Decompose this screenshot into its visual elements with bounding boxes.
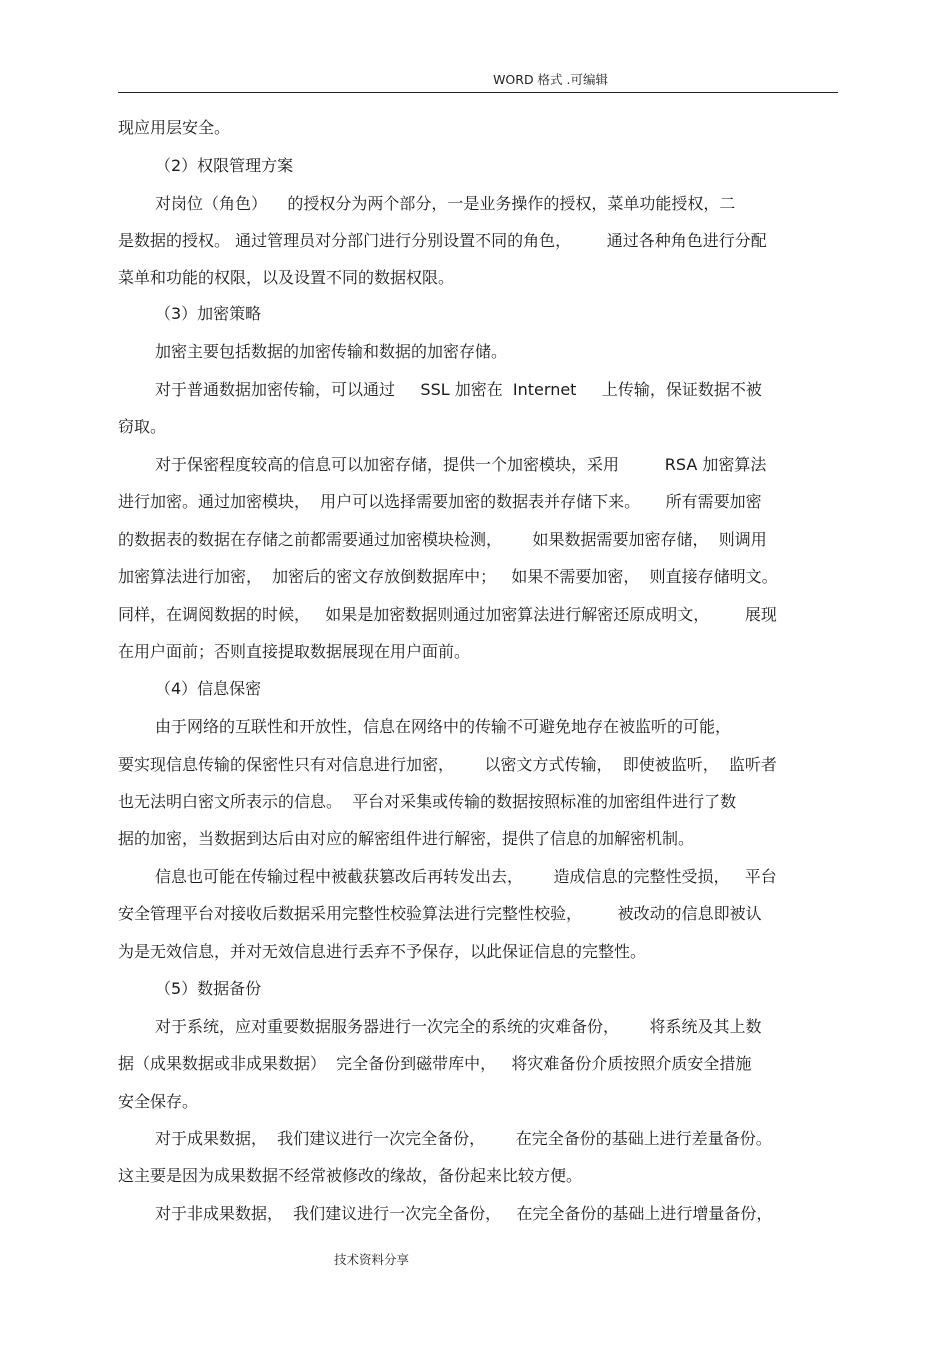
page-footer: 技术资料分享 <box>334 1252 410 1267</box>
paragraph-line: 对于保密程度较高的信息可以加密存储，提供一个加密模块，采用 RSA 加密算法 <box>155 455 767 474</box>
paragraph-line: 据的加密，当数据到达后由对应的解密组件进行解密，提供了信息的加解密机制。 <box>118 829 695 848</box>
paragraph-line: 对于系统，应对重要数据服务器进行一次完全的系统的灾难备份， 将系统及其上数 <box>155 1017 762 1036</box>
section-heading: （3）加密策略 <box>155 304 262 323</box>
paragraph-line: 的数据表的数据在存储之前都需要通过加密模块检测， 如果数据需要加密存储， 则调用 <box>118 530 767 549</box>
section-heading: （4）信息保密 <box>155 679 262 698</box>
paragraph-line: 加密算法进行加密， 加密后的密文存放倒数据库中； 如果不需要加密， 则直接存储明文。 <box>118 567 778 586</box>
paragraph-line: 对于普通数据加密传输，可以通过 SSL 加密在 Internet 上传输，保证数据不被 <box>155 380 762 399</box>
paragraph-line: 同样，在调阅数据的时候， 如果是加密数据则通过加密算法进行解密还原成明文， 展现 <box>118 605 777 624</box>
paragraph-line: 也无法明白密文所表示的信息。 平台对采集或传输的数据按照标准的加密组件进行了数 <box>118 792 737 811</box>
paragraph-line: 对岗位（角色） 的授权分为两个部分，一是业务操作的授权，菜单功能授权，二 <box>155 194 736 213</box>
paragraph-line: 对于非成果数据， 我们建议进行一次完全备份， 在完全备份的基础上进行增量备份， <box>155 1204 773 1223</box>
paragraph-line: 要实现信息传输的保密性只有对信息进行加密， 以密文方式传输， 即使被监听， 监听者 <box>118 755 777 774</box>
paragraph-line: 由于网络的互联性和开放性，信息在网络中的传输不可避免地存在被监听的可能， <box>155 717 732 736</box>
paragraph-line: 为是无效信息，并对无效信息进行丢弃不予保存，以此保证信息的完整性。 <box>118 942 647 961</box>
paragraph-line: 信息也可能在传输过程中被截获篡改后再转发出去， 造成信息的完整性受损， 平台 <box>155 867 777 886</box>
page-header <box>118 68 838 93</box>
paragraph-line: 对于成果数据， 我们建议进行一次完全备份， 在完全备份的基础上进行差量备份。 <box>155 1129 772 1148</box>
paragraph-line: 据（成果数据或非成果数据） 完全备份到磁带库中， 将灾难备份介质按照介质安全措施 <box>118 1054 752 1073</box>
paragraph-line: 加密主要包括数据的加密传输和数据的加密存储。 <box>155 342 508 361</box>
paragraph-line: 进行加密。通过加密模块， 用户可以选择需要加密的数据表并存储下来。 所有需要加密 <box>118 492 762 511</box>
paragraph-line: 是数据的授权。 通过管理员对分部门进行分别设置不同的角色， 通过各种角色进行分配 <box>118 231 767 250</box>
paragraph-line: 菜单和功能的权限，以及设置不同的数据权限。 <box>118 268 455 287</box>
header-text: WORD 格式 .可编辑 <box>493 72 608 87</box>
paragraph-line: 这主要是因为成果数据不经常被修改的缘故，备份起来比较方便。 <box>118 1166 583 1185</box>
paragraph-line: 窃取。 <box>118 417 167 436</box>
paragraph-line: 安全管理平台对接收后数据采用完整性校验算法进行完整性校验， 被改动的信息即被认 <box>118 904 762 923</box>
paragraph-line: 安全保存。 <box>118 1092 199 1111</box>
section-heading: （5）数据备份 <box>155 979 262 998</box>
section-heading: （2）权限管理方案 <box>155 156 294 175</box>
paragraph-line: 现应用层安全。 <box>118 118 231 137</box>
paragraph-line: 在用户面前；否则直接提取数据展现在用户面前。 <box>118 642 471 661</box>
